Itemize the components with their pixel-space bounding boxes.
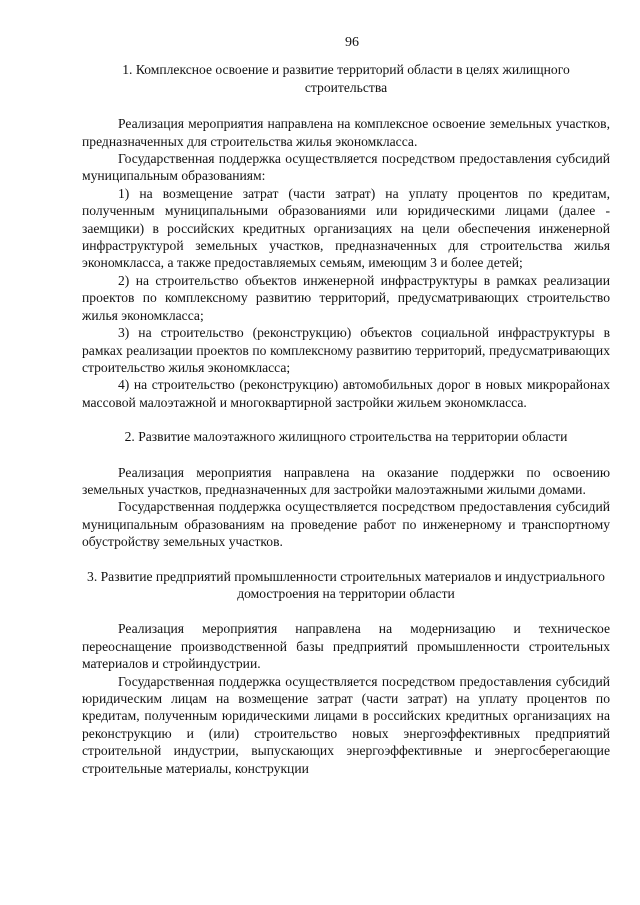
section-3 — [82, 568, 610, 777]
page-number: 96 — [345, 35, 359, 50]
paragraph: Государственная поддержка осуществляется посредством предоставления субсидий муниципальным образованиям на проведение работ по инженерному и транспортному обустройству земельных участков. — [82, 499, 610, 550]
section-1 — [82, 61, 610, 411]
paragraph: Реализация мероприятия направлена на комплексное освоение земельных участков, предназначенных для строительства жилья экономкласса. — [82, 116, 610, 149]
section-title: 3. Развитие предприятий промышленности строительных материалов и индустриального домостроения на территории области — [87, 568, 605, 601]
paragraph: Реализация мероприятия направлена на оказание поддержки по освоению земельных участков, предназначенных для застройки малоэтажными жилыми домами. — [82, 464, 610, 497]
paragraph: Государственная поддержка осуществляется посредством предоставления субсидий муниципальным образованиям: — [82, 151, 610, 184]
section-2 — [82, 428, 610, 550]
section-title: 1. Комплексное освоение и развитие территорий области в целях жилищного строительства — [122, 62, 570, 95]
list-item: 2) на строительство объектов инженерной инфраструктуры в рамках реализации проектов по комплексному развитию территорий, предусматривающих строительство жилья экономкласса; — [82, 272, 610, 323]
paragraph: Государственная поддержка осуществляется посредством предоставления субсидий юридическим лицам на возмещение затрат (части затрат) на уплату процентов по кредитам, полученным юридическими лицами в российских кредитных организациях на реконструкцию и (или) строительство новых энергоэффективных предприятий строительной индустрии, выпускающих энергоэффективные и энергосберегающие строительные материалы, конструкции — [82, 673, 610, 776]
list-item: 1) на возмещение затрат (части затрат) на уплату процентов по кредитам, полученным муниципальными образованиями или юридическими лицами (далее - заемщики) в российских кредитных организациях на цели обеспечения инженерной инфраструктурой земельных участков, предназначенных для строительства жилья экономкласса, а также предоставляемых семьям, имеющим 3 и более детей; — [82, 185, 610, 271]
section-title: 2. Развитие малоэтажного жилищного строительства на территории области — [124, 429, 568, 445]
list-item: 4) на строительство (реконструкцию) автомобильных дорог в новых микрорайонах массовой малоэтажной и многоквартирной застройки жильем экономкласса. — [82, 377, 610, 410]
list-item: 3) на строительство (реконструкцию) объектов социальной инфраструктуры в рамках реализации проектов по комплексному развитию территорий, предусматривающих строительство жилья экономкласса; — [82, 325, 610, 375]
paragraph: Реализация мероприятия направлена на модернизацию и техническое переоснащение производственной базы предприятий промышленности строительных материалов и стройиндустрии. — [82, 621, 610, 672]
